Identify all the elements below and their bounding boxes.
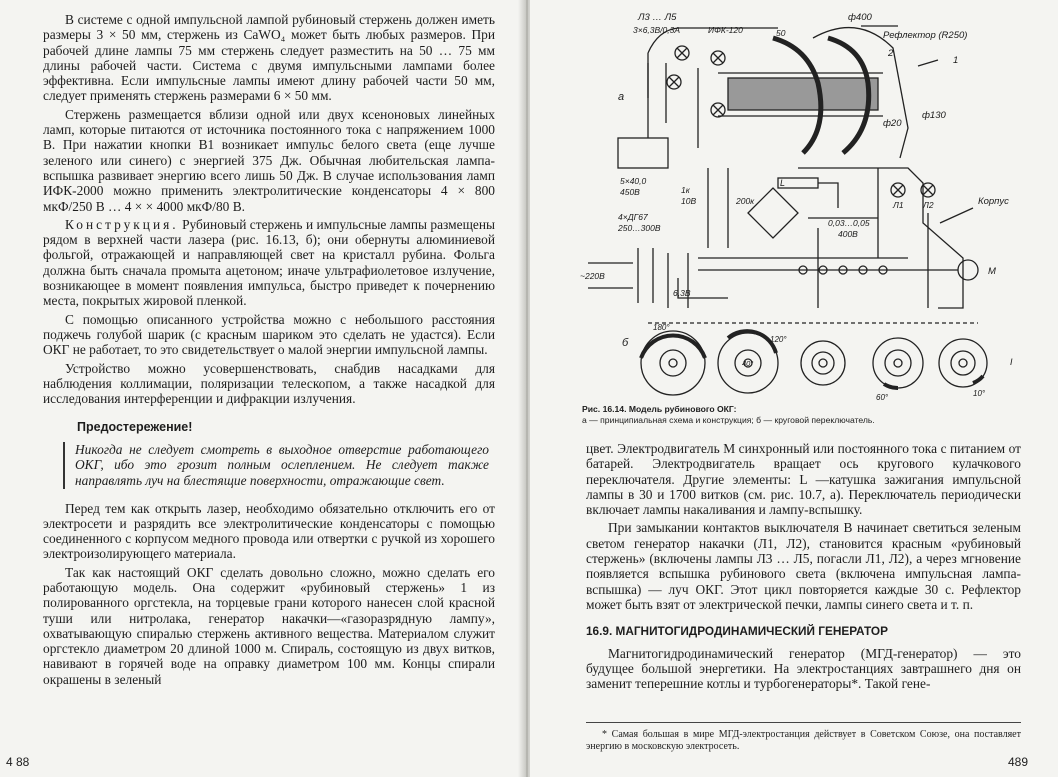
label-d20: ф20: [883, 118, 902, 129]
label-sw-cap: 0,03…0,05: [828, 218, 870, 228]
footnote: * Самая большая в мире МГД-электростанция действует в Советском Союзе, она поставляет энергию в московскую электросеть.: [586, 722, 1021, 753]
label-l1: Л1: [893, 200, 904, 210]
label-l2: Л2: [923, 200, 934, 210]
paragraph: Перед тем как открыть лазер, необходимо обязательно отключить его от электросети и разрядить все электролитические конденсаторы с помощью соединенного с корпусом медного провода или отвертки с ручкой из хорошего электроизолирующего материала.: [43, 500, 495, 562]
label-lamps: Л3 … Л5: [638, 12, 677, 23]
label-lamps-spec: 3×6,3В/0,3А: [633, 25, 681, 35]
construction-heading: Конструкция.: [65, 216, 179, 232]
label-deg120: 120°: [770, 335, 787, 344]
left-page: [0, 0, 524, 777]
paragraph-construction: [43, 217, 495, 309]
page-number-right: 489: [1007, 755, 1028, 769]
label-k1b: 10В: [681, 196, 697, 206]
paragraph: Магнитогидродинамический генератор (МГД-генератор) — это будущее большой энергетики. На электростанциях завтрашнего дня он заменит теперешние котлы и турбогенераторы*. Такой гене-: [586, 645, 1021, 692]
paragraph: Устройство можно усовершенствовать, снабдив насадками для наблюдения коллимации, поляризации телескопом, а также насадкой для исследования интерференции и дифракции излучения.: [43, 360, 495, 407]
label-a: а: [618, 91, 625, 103]
page-number-left: 4 88: [6, 755, 30, 769]
label-caps1b: 450В: [620, 187, 640, 197]
label-sw-cap2: 400В: [838, 229, 858, 239]
paragraph: С помощью описанного устройства можно с небольшого расстояния поджечь голубой шарик (с красным шариком это сделать не удастся). Если ОКГ не работает, то это свидетельствует о малой энергии импульсной лампы.: [43, 311, 495, 358]
construction-text: Рубиновый стержень и импульсные лампы размещены рядом в верхней части лазера (рис. 16.13, б); они обернуты алюминиевой фольгой, отражающей и направляющей свет на кристалл рубина. Фольга должна быть сначала промыта ацетоном; иначе ультрафиолетовое излучение, возникающее в момент появления импульса, быстро приведет к почернению места, покрытых жировой пленкой.: [43, 216, 495, 309]
label-ifk: ИФК-120: [708, 25, 743, 35]
label-n2: 2: [888, 48, 894, 59]
label-caps2: 4×ДГ67: [618, 212, 648, 222]
label-n1: 1: [953, 55, 959, 66]
paragraph: При замыкании контактов выключателя В начинает светиться зеленым светом генератор накачки (Л1, Л2), становится красным «рубиновый стержень» (включены лампы Л3 … Л5, погасли Л1, Л2), а через мгновение появляется вспышка рубинового света (включена импульсная лампа-вспышка) — луч ОКГ. Этот цикл повторяется каждые 30 с. Рефлектор может быть взят от электрической печки, лампы синего света и т. п.: [586, 520, 1021, 612]
label-b: б: [622, 337, 629, 349]
label-L: L: [780, 178, 786, 188]
circuit-figure: [578, 8, 1018, 406]
paragraph: В системе с одной импульсной лампой рубиновый стержень должен иметь размеры 3 × 50 мм, стержень из CaWO₄ может быть любых размеров. При рабочей длине лампы 75 мм стержень следует разместить на 50 … 75 мм длины рабочей части. Система с двумя импульсными лампами более эффективна. Если импульсные лампы имеют длину рабочей части 50 мм, следует применять стержень размерами 6 × 50 мм.: [43, 12, 495, 104]
warning-text: Никогда не следует смотреть в выходное отверстие работающего ОКГ, ибо это грозит полным ослеплением. Не следует также направлять луч на блестящие поверхности, отражающие свет.: [63, 442, 495, 489]
label-d400: ф400: [848, 12, 872, 23]
section-title: 16.9. МАГНИТОГИДРОДИНАМИЧЕСКИЙ ГЕНЕРАТОР: [586, 624, 888, 639]
paragraph: Так как настоящий ОКГ сделать довольно сложно, можно сделать его работающую модель. Она содержит «рубиновый стержень» 1 из полированного оргстекла, на торцевые грани которого нанесен слой красной туши или нитролака, генератор накачки—«газоразрядную лампу», охватывающую спиралью стержень активного вещества. Материалом служит оргстекло диаметром 20 длиной 1000 м. Спираль, состоящую из двух витков, навивают в горячей воде на оправку диаметром 100 мм. Концы спирали окрашены в зеленый: [43, 564, 495, 687]
label-deg40: 40°: [742, 359, 754, 368]
label-caps2b: 250…300В: [618, 223, 661, 233]
left-text-column: [43, 12, 495, 690]
label-deg60: 60°: [876, 393, 889, 402]
label-roman1: I: [1010, 357, 1013, 367]
label-v220: ~220В: [580, 271, 605, 281]
label-deg180: 180°: [653, 323, 670, 332]
label-korpus: Корпус: [978, 196, 1009, 207]
label-deg10: 10°: [973, 389, 986, 398]
label-dim50: 50: [776, 28, 786, 38]
label-v63: 6,3В: [673, 288, 691, 298]
label-r200: 200к: [736, 196, 755, 206]
label-reflector: Рефлектор (R250): [883, 30, 968, 41]
paragraph: Стержень размещается вблизи одной или двух ксеноновых линейных ламп, которые питаются от источника постоянного тока с напряжением 1000 В. При нажатии кнопки В1 возникает импульс белого света (еще лучше зеленого или синего) с энергией 375 Дж. Обычная любительская лампа-вспышка развивает энергию всего лишь 50 Дж. В случае использования ламп ИФК-2000 можно применить электролитические конденсаторы 4 × 800 мкФ/250 В … 4 × × 4000 мкФ/80 В.: [43, 106, 495, 214]
label-k1: 1к: [681, 185, 690, 195]
caption-title: Рис. 16.14. Модель рубинового ОКГ:: [582, 404, 737, 414]
label-caps1: 5×40,0: [620, 176, 647, 186]
warning-title: Предостережение!: [77, 420, 193, 435]
label-M: М: [988, 266, 996, 277]
right-page: [530, 0, 1058, 777]
figure-caption: [582, 404, 1022, 426]
right-text-column: [586, 441, 1021, 694]
caption-text: а — принципиальная схема и конструкция; б — круговой переключатель.: [582, 415, 875, 425]
label-d130: ф130: [922, 110, 946, 121]
paragraph: цвет. Электродвигатель М синхронный или постоянного тока с питанием от батарей. Электродвигатель вращает ось кругового кулачкового переключателя. Другие элементы: L —катушка зажигания импульсной лампы в 30 и 1700 витков (см. рис. 10.7, а). Переключатель периодически включает лампы накаливания и лампу-вспышку.: [586, 441, 1021, 518]
